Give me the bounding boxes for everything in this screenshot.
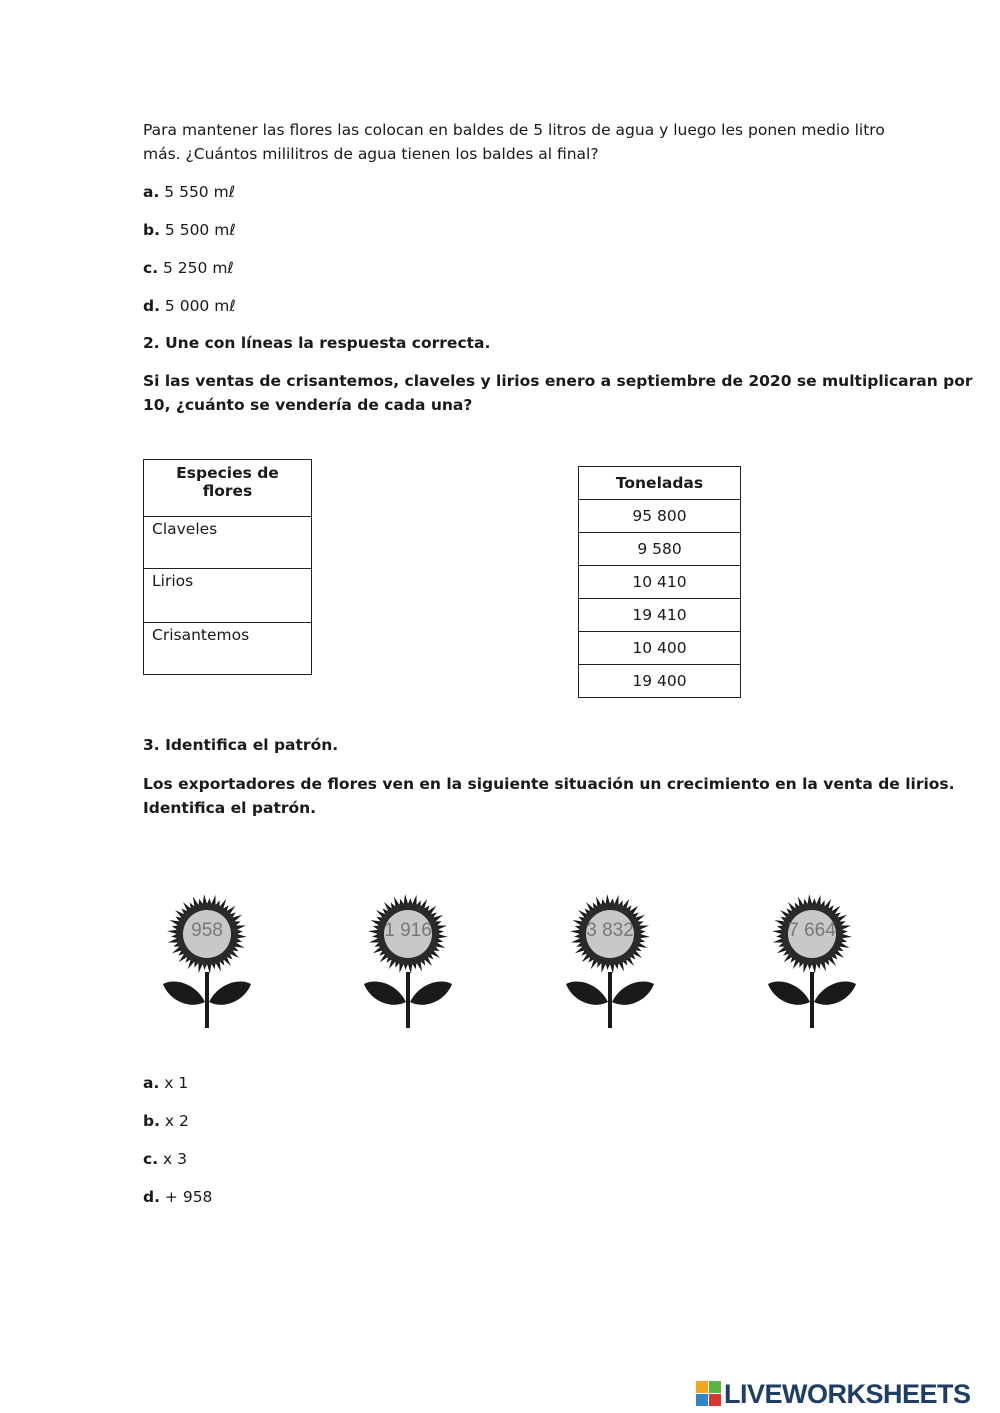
question3-prompt-line1: Los exportadores de flores ven en la siguiente situación un crecimiento en la venta de lirios. bbox=[143, 775, 955, 793]
flower-number: 3 832 bbox=[586, 920, 634, 941]
logo-blocks-icon bbox=[696, 1381, 722, 1407]
tons-cell[interactable]: 95 800 bbox=[579, 500, 741, 533]
question3-prompt-line2: Identifica el patrón. bbox=[143, 799, 317, 817]
tons-cell[interactable]: 10 400 bbox=[579, 632, 741, 665]
option-letter: b. bbox=[143, 221, 160, 239]
option-letter: c. bbox=[143, 259, 159, 277]
flower-icon bbox=[163, 890, 263, 1035]
flower-1 bbox=[163, 890, 263, 1035]
species-cell-claveles[interactable]: Claveles bbox=[144, 517, 312, 569]
question3-option-d[interactable] bbox=[143, 1185, 212, 1209]
option-letter: a. bbox=[143, 183, 160, 201]
flower-number: 958 bbox=[191, 920, 223, 941]
tons-cell[interactable]: 10 410 bbox=[579, 566, 741, 599]
question1-option-a[interactable] bbox=[143, 180, 235, 204]
flower-number: 1 916 bbox=[384, 920, 432, 941]
option-text: x 1 bbox=[164, 1074, 189, 1092]
question2-prompt-line2: 10, ¿cuánto se vendería de cada una? bbox=[143, 396, 473, 414]
question3-heading: 3. Identifica el patrón. bbox=[143, 736, 339, 754]
species-cell-lirios[interactable]: Lirios bbox=[144, 569, 312, 623]
question3-option-c[interactable] bbox=[143, 1147, 187, 1171]
option-text: + 958 bbox=[164, 1188, 213, 1206]
species-table bbox=[143, 459, 312, 675]
option-text: 5 250 mℓ bbox=[163, 259, 234, 277]
species-table-header: Especies de flores bbox=[144, 460, 312, 517]
flower-icon bbox=[566, 890, 666, 1035]
liveworksheets-logo[interactable] bbox=[696, 1378, 996, 1410]
question1-option-c[interactable] bbox=[143, 256, 234, 280]
option-letter: d. bbox=[143, 297, 160, 315]
question3-option-b[interactable] bbox=[143, 1109, 189, 1133]
flower-4 bbox=[768, 890, 868, 1035]
question3-option-a[interactable] bbox=[143, 1071, 188, 1095]
question2-prompt-line1: Si las ventas de crisantemos, claveles y lirios enero a septiembre de 2020 se multiplicaran por bbox=[143, 372, 973, 390]
option-letter: a. bbox=[143, 1074, 160, 1092]
question1-option-d[interactable] bbox=[143, 294, 236, 318]
question1-text-line2: más. ¿Cuántos mililitros de agua tienen los baldes al final? bbox=[143, 145, 599, 163]
flower-icon bbox=[364, 890, 464, 1035]
flower-2 bbox=[364, 890, 464, 1035]
question1-text-line1: Para mantener las flores las colocan en baldes de 5 litros de agua y luego les ponen medio litro bbox=[143, 121, 885, 139]
option-text: x 2 bbox=[164, 1112, 189, 1130]
option-text: x 3 bbox=[163, 1150, 187, 1168]
flower-icon bbox=[768, 890, 868, 1035]
option-letter: b. bbox=[143, 1112, 160, 1130]
question1-option-b[interactable] bbox=[143, 218, 236, 242]
tons-cell[interactable]: 9 580 bbox=[579, 533, 741, 566]
flower-3 bbox=[566, 890, 666, 1035]
tons-table-header: Toneladas bbox=[579, 467, 741, 500]
option-text: 5 500 mℓ bbox=[164, 221, 236, 239]
tons-table bbox=[578, 466, 741, 698]
logo-text: LIVEWORKSHEETS bbox=[724, 1379, 971, 1409]
tons-cell[interactable]: 19 410 bbox=[579, 599, 741, 632]
question2-heading: 2. Une con líneas la respuesta correcta. bbox=[143, 334, 491, 352]
tons-cell[interactable]: 19 400 bbox=[579, 665, 741, 698]
option-text: 5 000 mℓ bbox=[164, 297, 236, 315]
flower-number: 7 664 bbox=[788, 920, 836, 941]
option-text: 5 550 mℓ bbox=[164, 183, 236, 201]
option-letter: c. bbox=[143, 1150, 159, 1168]
option-letter: d. bbox=[143, 1188, 160, 1206]
species-cell-crisantemos[interactable]: Crisantemos bbox=[144, 623, 312, 675]
